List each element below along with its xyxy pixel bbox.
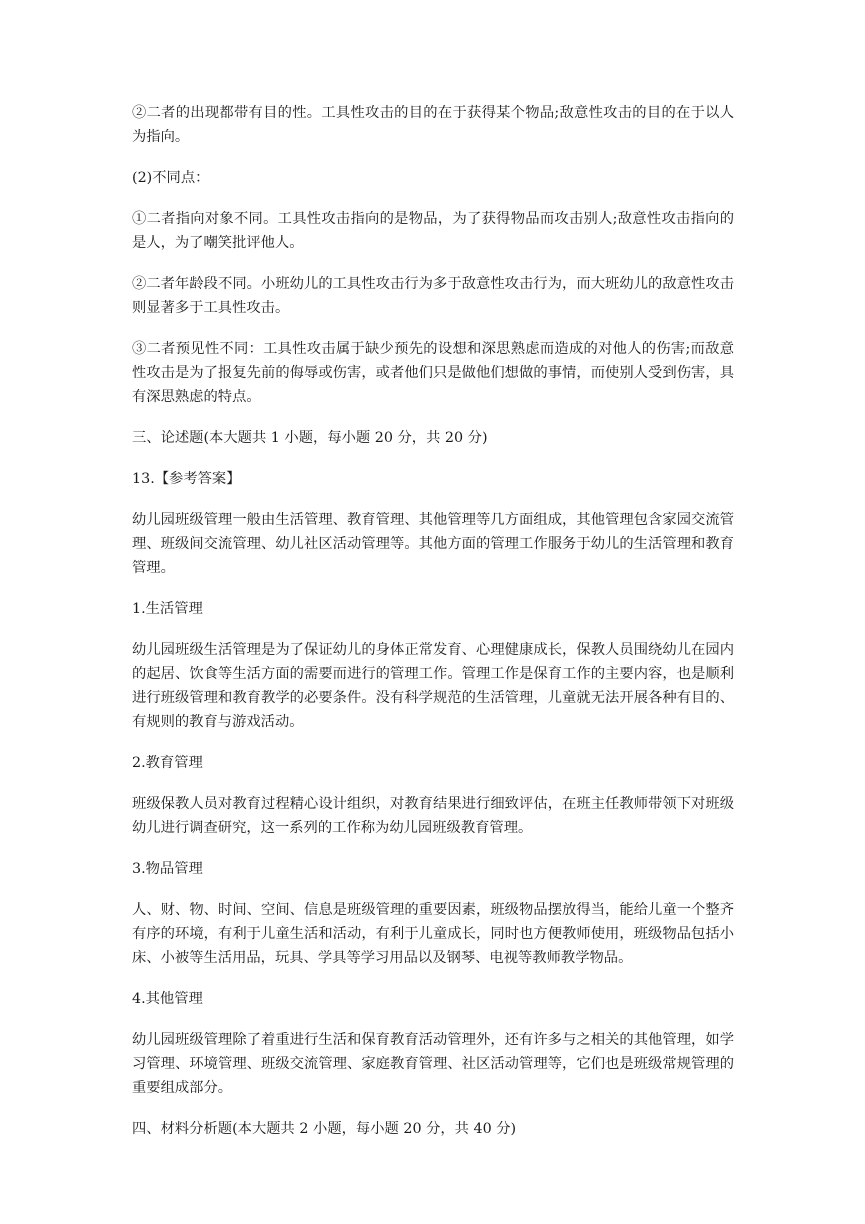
question-13-answer-label: 13.【参考答案】 [132,471,241,487]
paragraph-difference-1: ①二者指向对象不同。工具性攻击指向的是物品，为了获得物品而攻击别人;敌意性攻击指向的是人，为了嘲笑批评他人。 [132,211,734,251]
paragraph-item-management: 人、财、物、时间、空间、信息是班级管理的重要因素，班级物品摆放得当，能给儿童一个整齐有序的环境，有利于儿童生活和活动，有利于儿童成长，同时也方便教师使用，班级物品包括小床、小被等生活用品，玩具、学具等学习用品以及钢琴、电视等教师教学物品。 [132,902,734,966]
paragraph-similarity-2: ②二者的出现都带有目的性。工具性攻击的目的在于获得某个物品;敌意性攻击的目的在于以人为指向。 [132,105,734,145]
heading-differences: (2)不同点： [132,170,210,186]
paragraph-difference-3: ③二者预见性不同：工具性攻击属于缺少预先的设想和深思熟虑而造成的对他人的伤害;而敌意性攻击是为了报复先前的侮辱或伤害，或者他们只是做他们想做的事情，而使别人受到伤害，具有深思熟虑的特点。 [132,341,734,405]
paragraph-life-management: 幼儿园班级生活管理是为了保证幼儿的身体正常发育、心理健康成长，保教人员围绕幼儿在园内的起居、饮食等生活方面的需要而进行的管理工作。管理工作是保育工作的主要内容，也是顺利进行班级管理和教育教学的必要条件。没有科学规范的生活管理，儿童就无法开展各种有目的、有规则的教育与游戏活动。 [132,642,734,730]
paragraph-other-management: 幼儿园班级管理除了着重进行生活和保育教育活动管理外，还有许多与之相关的其他管理，如学习管理、环境管理、班级交流管理、家庭教育管理、社区活动管理等，它们也是班级常规管理的重要组成部分。 [132,1032,734,1096]
heading-life-management: 1.生活管理 [132,601,203,617]
section-heading-essay: 三、论述题(本大题共 1 小题，每小题 20 分，共 20 分) [132,430,488,446]
paragraph-difference-2: ②二者年龄段不同。小班幼儿的工具性攻击行为多于敌意性攻击行为，而大班幼儿的敌意性攻击则显著多于工具性攻击。 [132,276,734,316]
section-heading-material-analysis: 四、材料分析题(本大题共 2 小题，每小题 20 分，共 40 分) [132,1121,517,1137]
heading-item-management: 3.物品管理 [132,861,203,877]
paragraph-education-management: 班级保教人员对教育过程精心设计组织，对教育结果进行细致评估，在班主任教师带领下对班级幼儿进行调查研究，这一系列的工作称为幼儿园班级教育管理。 [132,796,734,836]
paragraph-class-management-intro: 幼儿园班级管理一般由生活管理、教育管理、其他管理等几方面组成，其他管理包含家园交流管理、班级间交流管理、幼儿社区活动管理等。其他方面的管理工作服务于幼儿的生活管理和教育管理。 [132,512,734,576]
document-body [132,101,734,1158]
heading-other-management: 4.其他管理 [132,991,203,1007]
heading-education-management: 2.教育管理 [132,755,203,771]
